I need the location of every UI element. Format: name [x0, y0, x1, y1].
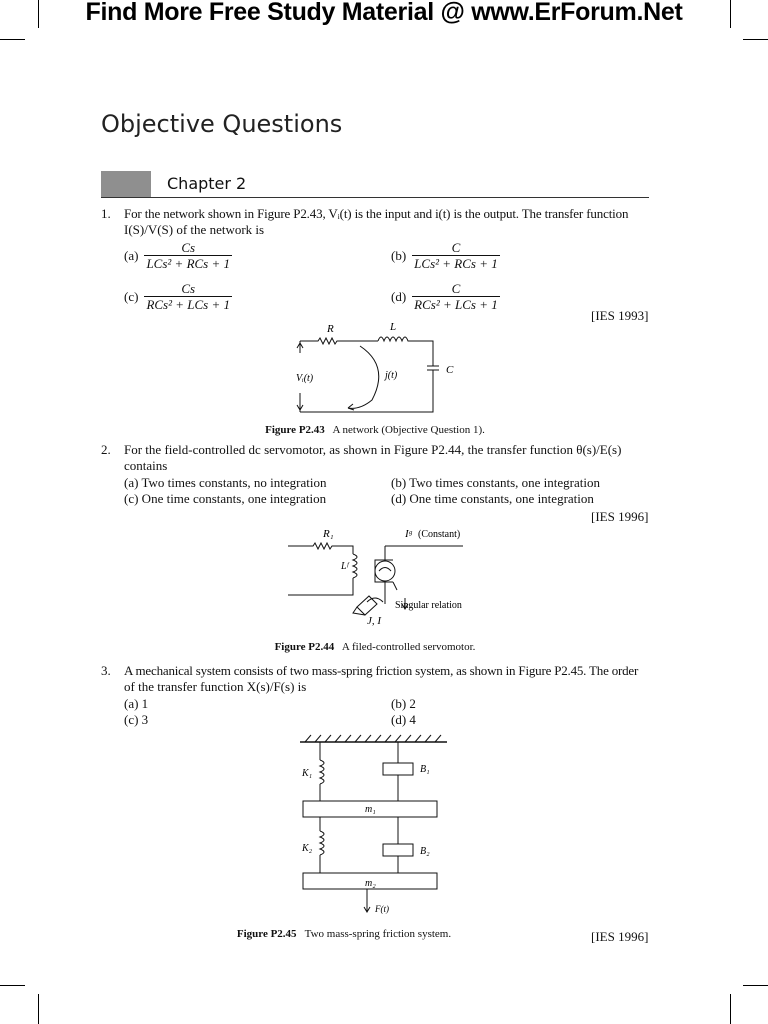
option-label: (a)	[124, 248, 139, 263]
figure-p2-43	[280, 318, 480, 418]
label-singular: Singular relation	[395, 600, 462, 611]
fraction	[412, 281, 500, 313]
q3-source: [IES 1996]	[591, 929, 649, 944]
label-Vi: Vᵢ(t)	[296, 373, 314, 384]
numerator: C	[451, 281, 461, 296]
numerator: C	[451, 240, 461, 255]
label-F: F(t)	[375, 904, 389, 914]
label-j: j(t)	[385, 370, 398, 381]
q2-option-a: (a) Two times constants, no integration	[124, 475, 327, 490]
caption-label: Figure P2.44	[274, 641, 335, 653]
caption-text: A filed-controlled servomotor.	[341, 641, 476, 653]
q1-text-line1: For the network shown in Figure P2.43, Vᵢ(t) is the input and i(t) is the output. The transfer function	[124, 206, 629, 221]
q2-number: 2.	[101, 442, 111, 457]
q2-text-line1: For the field-controlled dc servomotor, as shown in Figure P2.44, the transfer function θ(s)/E(s)	[124, 442, 622, 457]
q3-option-c: (c) 3	[124, 712, 149, 727]
caption-label: Figure P2.43	[265, 424, 325, 436]
option-label: (c)	[124, 289, 139, 304]
q1-source: [IES 1993]	[591, 308, 649, 323]
caption-text: A network (Objective Question 1).	[332, 424, 485, 436]
label-K1: K₁	[302, 768, 313, 779]
crop-mark	[38, 994, 39, 1024]
q1-option-c	[124, 281, 232, 313]
label-Ig: Iᵍ	[405, 528, 412, 540]
numerator: Cs	[181, 240, 196, 255]
denominator: RCs² + LCs + 1	[414, 297, 498, 312]
figure-p2-44	[285, 522, 485, 637]
q2-option-c: (c) One time constants, one integration	[124, 491, 327, 506]
label-L: L	[390, 321, 397, 333]
chapter-rule	[101, 197, 649, 198]
q3-number: 3.	[101, 663, 111, 678]
figure-p2-43-caption	[101, 424, 649, 436]
q3-option-a: (a) 1	[124, 696, 149, 711]
caption-text: Two mass-spring friction system.	[304, 928, 452, 940]
q1-number: 1.	[101, 206, 111, 221]
crop-mark	[0, 39, 25, 40]
crop-mark	[730, 994, 731, 1024]
label-Lf: Lᶠ	[341, 561, 349, 572]
q1-option-a	[124, 240, 232, 272]
q1-option-b	[391, 240, 500, 272]
figure-p2-45	[295, 734, 455, 919]
fraction	[144, 240, 232, 272]
q3-option-b: (b) 2	[391, 696, 416, 711]
crop-mark	[0, 985, 25, 986]
q3-text-line2: of the transfer function X(s)/F(s) is	[124, 679, 307, 694]
label-R1: R₁	[323, 528, 334, 540]
figure-p2-44-caption	[101, 641, 649, 653]
figure-p2-45-caption	[101, 928, 587, 940]
crop-mark	[743, 39, 768, 40]
numerator: Cs	[181, 281, 196, 296]
q3-option-d: (d) 4	[391, 712, 416, 727]
chapter-heading: Chapter 2	[167, 174, 247, 193]
caption-label: Figure P2.45	[236, 928, 297, 940]
label-m2: m₂	[365, 878, 376, 889]
option-label: (d)	[391, 289, 407, 304]
fraction	[144, 281, 232, 313]
site-banner: Find More Free Study Material @ www.ErForum.Net	[85, 0, 683, 26]
q2-option-b: (b) Two times constants, one integration	[391, 475, 600, 490]
label-B1: B₁	[420, 764, 430, 775]
q2-text-line2: contains	[124, 458, 168, 473]
q1-text-line2: I(S)/V(S) of the network is	[124, 222, 265, 237]
label-m1: m₁	[365, 804, 376, 815]
q2-source: [IES 1996]	[591, 509, 649, 524]
label-constant: (Constant)	[418, 529, 461, 540]
option-label: (b)	[391, 248, 407, 263]
label-B2: B₂	[420, 846, 430, 857]
q1-option-d	[391, 281, 500, 313]
q2-option-d: (d) One time constants, one integration	[391, 491, 594, 506]
denominator: LCs² + RCs + 1	[146, 256, 231, 271]
label-C: C	[446, 364, 454, 376]
crop-mark	[743, 985, 768, 986]
label-R: R	[327, 323, 334, 335]
chapter-heading-block	[101, 171, 151, 197]
label-K2: K₂	[302, 843, 313, 854]
label-JB: J, I	[367, 615, 382, 627]
section-title: Objective Questions	[101, 110, 343, 138]
denominator: RCs² + LCs + 1	[146, 297, 231, 312]
fraction	[412, 240, 500, 272]
denominator: LCs² + RCs + 1	[414, 256, 498, 271]
q3-text-line1: A mechanical system consists of two mass-spring friction system, as shown in Figure P2.45. The order	[124, 663, 639, 678]
